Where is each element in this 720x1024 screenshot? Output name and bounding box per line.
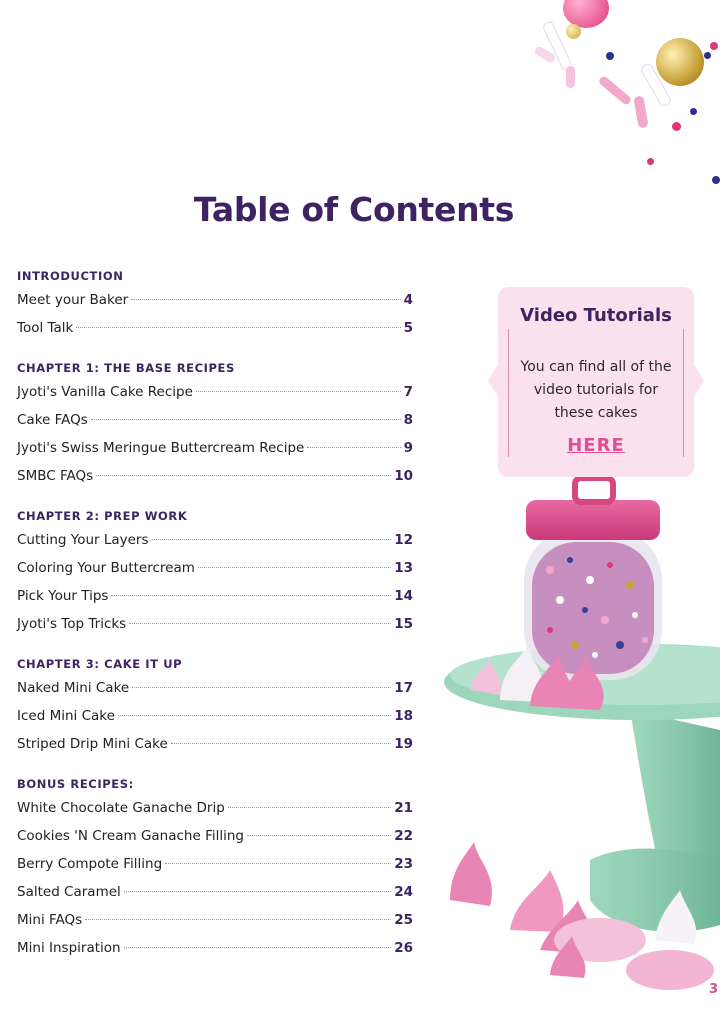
entry-label: Pick Your Tips (17, 588, 109, 604)
section-heading: CHAPTER 2: PREP WORK (17, 509, 188, 523)
entry-label: Cake FAQs (17, 412, 88, 428)
dot-leader (76, 326, 400, 328)
dot-leader (131, 298, 400, 300)
dot-leader (152, 538, 392, 540)
entry-page: 25 (394, 912, 413, 928)
entry-label: Tool Talk (17, 320, 74, 336)
entry-page: 9 (403, 440, 413, 456)
entry-page: 22 (394, 828, 413, 844)
entry-page: 15 (394, 616, 413, 632)
entry-page: 7 (403, 384, 413, 400)
toc-entry[interactable] (17, 906, 413, 934)
entry-page: 18 (394, 708, 413, 724)
toc-entry[interactable] (17, 878, 413, 906)
section-heading: INTRODUCTION (17, 269, 124, 283)
dot-leader (196, 390, 401, 392)
card-right-notch (694, 365, 704, 397)
card-left-notch (488, 365, 498, 397)
toc-entry[interactable] (17, 554, 413, 582)
dot-leader (111, 594, 391, 596)
toc-section-introduction (17, 264, 413, 342)
video-tutorials-card (498, 287, 694, 477)
entry-label: Jyoti's Swiss Meringue Buttercream Recipe (17, 440, 305, 456)
entry-page: 10 (394, 468, 413, 484)
entry-page: 12 (394, 532, 413, 548)
entry-page: 21 (394, 800, 413, 816)
dot-leader (124, 946, 392, 948)
toc-section-chapter-3 (17, 652, 413, 758)
entry-label: Berry Compote Filling (17, 856, 163, 872)
entry-label: SMBC FAQs (17, 468, 94, 484)
toc-entry[interactable] (17, 406, 413, 434)
entry-page: 24 (394, 884, 413, 900)
page-title: Table of Contents (193, 190, 515, 229)
dot-leader (118, 714, 391, 716)
entry-page: 13 (394, 560, 413, 576)
entry-page: 26 (394, 940, 413, 956)
entry-label: Cutting Your Layers (17, 532, 149, 548)
section-heading: BONUS RECIPES: (17, 777, 134, 791)
toc-section-chapter-2 (17, 504, 413, 638)
toc-entry[interactable] (17, 434, 413, 462)
entry-label: White Chocolate Ganache Drip (17, 800, 225, 816)
dot-leader (96, 474, 391, 476)
dot-leader (132, 686, 391, 688)
toc-entry[interactable] (17, 934, 413, 962)
entry-page: 23 (394, 856, 413, 872)
entry-page: 14 (394, 588, 413, 604)
dot-leader (124, 890, 391, 892)
toc-entry[interactable] (17, 794, 413, 822)
entry-page: 19 (394, 736, 413, 752)
dot-leader (307, 446, 400, 448)
dot-leader (171, 742, 391, 744)
dot-leader (85, 918, 391, 920)
entry-page: 5 (403, 320, 413, 336)
entry-label: Coloring Your Buttercream (17, 560, 195, 576)
toc-entry[interactable] (17, 314, 413, 342)
entry-label: Meet your Baker (17, 292, 129, 308)
toc-entry[interactable] (17, 822, 413, 850)
toc-section-bonus (17, 772, 413, 962)
video-tutorials-link[interactable]: HERE (567, 435, 625, 456)
entry-label: Mini Inspiration (17, 940, 121, 956)
toc-entry[interactable] (17, 610, 413, 638)
toc-entry[interactable] (17, 850, 413, 878)
video-card-body: You can find all of the video tutorials for these cakes (520, 359, 672, 421)
toc-entry[interactable] (17, 702, 413, 730)
entry-label: Striped Drip Mini Cake (17, 736, 168, 752)
toc-entry[interactable] (17, 730, 413, 758)
section-heading: CHAPTER 3: CAKE IT UP (17, 657, 183, 671)
toc-entry[interactable] (17, 526, 413, 554)
dot-leader (228, 806, 391, 808)
entry-label: Iced Mini Cake (17, 708, 115, 724)
entry-label: Salted Caramel (17, 884, 121, 900)
video-card-title: Video Tutorials (520, 305, 672, 326)
entry-label: Mini FAQs (17, 912, 83, 928)
entry-label: Naked Mini Cake (17, 680, 130, 696)
toc-entry[interactable] (17, 674, 413, 702)
section-heading: CHAPTER 1: THE BASE RECIPES (17, 361, 235, 375)
dot-leader (198, 566, 391, 568)
toc-entry[interactable] (17, 286, 413, 314)
dot-leader (91, 418, 401, 420)
dot-leader (165, 862, 391, 864)
toc-section-chapter-1 (17, 356, 413, 490)
cake-stand-photo (440, 470, 720, 1000)
entry-label: Jyoti's Vanilla Cake Recipe (17, 384, 193, 400)
entry-label: Jyoti's Top Tricks (17, 616, 127, 632)
table-of-contents (17, 264, 413, 976)
entry-page: 4 (403, 292, 413, 308)
toc-entry[interactable] (17, 582, 413, 610)
entry-page: 8 (403, 412, 413, 428)
dot-leader (247, 834, 391, 836)
entry-label: Cookies 'N Cream Ganache Filling (17, 828, 244, 844)
entry-page: 17 (394, 680, 413, 696)
toc-entry[interactable] (17, 378, 413, 406)
page-number: 3 (708, 982, 718, 997)
toc-entry[interactable] (17, 462, 413, 490)
dot-leader (129, 622, 391, 624)
